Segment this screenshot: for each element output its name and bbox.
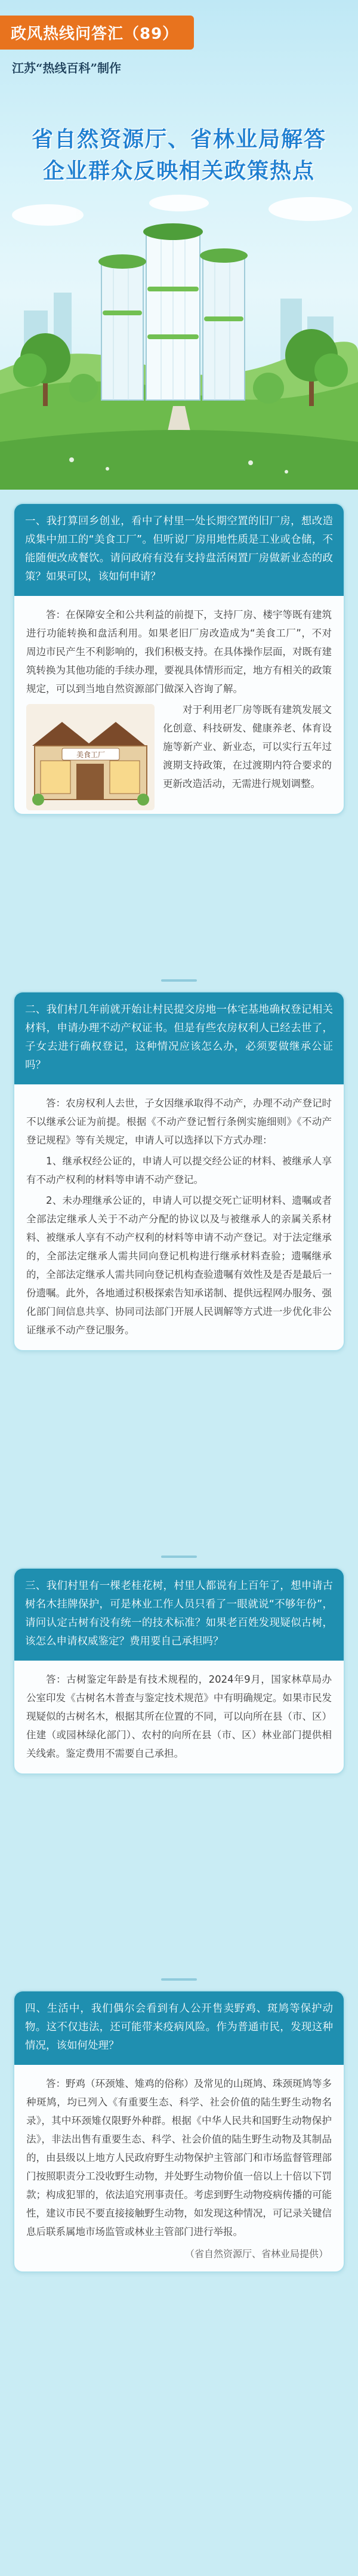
question-1: 一、我打算回乡创业，看中了村里一处长期空置的旧厂房，想改造成集中加工的“美食工厂”。但听说厂房用地性质是工业或仓储，不能随便改成餐饮。请问政府有没有支持盘活闲置厂房做新业态的政策？如果可以，该如何申请？ [14,504,344,596]
question-4: 四、生活中，我们偶尔会看到有人公开售卖野鸡、斑鸠等保护动物。这不仅违法，还可能带来疫病风险。作为普通市民，发现这种情况，该如何处理？ [14,1991,344,2065]
food-factory-illustration [26,704,155,810]
qa-card-3 [13,1567,345,1775]
answer-3 [14,1661,344,1773]
divider [161,1556,197,1558]
answer-3-para-1: 答：古树鉴定年龄是有技术规程的，2024年9月，国家林草局办公室印发《古树名木普查与鉴定技术规范》中有明确规定。如果市民发现疑似的古树名木，根据其所在位置的不同，可以向所在县（市、区）住建（或园林绿化部门）、农村的向所在县（市、区）林业部门提供相关线索。鉴定费用不需要自己承担。 [26,1674,332,1759]
series-tag: 政风热线问答汇（89） [0,16,194,50]
headline-line-2: 企业群众反映相关政策热点 [42,159,315,183]
answer-1 [14,596,344,804]
answer-2-para-2: 1、继承权经公证的，申请人可以提交经公证的材料、被继承人享有不动产权利的材料等申请不动产登记。 [26,1155,332,1185]
producer-credit: 江苏“热线百科”制作 [12,61,122,75]
source-credit: （省自然资源厅、省林业局提供） [184,2248,328,2260]
header-banner [0,0,358,490]
qa-card-2 [13,991,345,1351]
answer-1-para-1: 答：在保障安全和公共利益的前提下，支持厂房、楼宇等既有建筑进行功能转换和盘活利用。如果老旧厂房改造成为“美食工厂”，不对周边市民产生不利影响的，我们积极支持。在具体操作层面，对既有建筑转换为其他功能的手续办理，要视具体情形而定，地方有相关的政策规定，可以到当地自然资源部门做深入咨询了解。 [26,609,332,694]
headline-line-1: 省自然资源厅、省林业局解答 [31,127,326,152]
answer-1-para-2: 对于利用老厂房等既有建筑发展文化创意、科技研发、健康养老、体育设施等新产业、新业态，可以实行五年过渡期支持政策，在过渡期内符合要求的更新改造活动，无需进行规划调整。 [163,704,332,789]
divider [161,1978,197,1981]
divider [161,979,197,982]
question-2: 二、我们村几年前就开始让村民提交房地一体宅基地确权登记相关材料，申请办理不动产权证书。但是有些农房权利人已经去世了，子女去进行确权登记，这种情况应该怎么办，必须要做继承公证吗？ [14,992,344,1084]
answer-2-para-1: 答：农房权利人去世，子女因继承取得不动产，办理不动产登记时不以继承公证为前提。根据《不动产登记暂行条例实施细则》《不动产登记规程》等有关规定，申请人可以选择以下方式办理： [26,1098,332,1146]
qa-card-1 [13,503,345,815]
answer-2 [14,1084,344,1350]
answer-2-para-3: 2、未办理继承公证的，申请人可以提交死亡证明材料、遗嘱或者全部法定继承人关于不动产分配的协议以及与被继承人的亲属关系材料、被继承人享有不动产权利的材料等申请不动产登记。对于法定继承的，全部法定继承人需共同向登记机构进行继承材料查验；遗嘱继承的，全部法定继承人需共同向登记机构查验遗嘱有效性及是否是最后一份遗嘱。此外，各地通过积极探索告知承诺制、提供远程网办服务、强化部门间信息共享、协同司法部门开展人民调解等方式进一步优化非公证继承不动产登记服务。 [26,1195,332,1336]
answer-4 [14,2065,344,2271]
answer-4-para-1: 答：野鸡（环颈雉、雉鸡的俗称）及常见的山斑鸠、珠颈斑鸠等多种斑鸠，均已列入《有重要生态、科学、社会价值的陆生野生动物名录》，其中环颈雉仅限野外种群。根据《中华人民共和国野生动物保护法》，非法出售有重要生态、科学、社会价值的陆生野生动物及其制品的，由县级以上地方人民政府野生动物保护主管部门和市场监督管理部门按照职责分工没收野生动物，并处野生动物价值一倍以上十倍以下罚款；构成犯罪的，依法追究刑事责任。考虑到野生动物疫病传播的可能性，建议市民不要直接接触野生动物，如发现这种情况，可记录关键信息后联系属地市场监管或林业主管部门进行举报。 [26,2078,332,2237]
qa-card-4 [13,1990,345,2273]
green-city-illustration [0,191,358,490]
sign-text: 美食工厂 [76,751,106,759]
question-3: 三、我们村里有一棵老桂花树，村里人都说有上百年了，想申请古树名木挂牌保护，可是林业工作人员只看了一眼就说“不够年份”，请问认定古树有没有统一的技术标准？如果老百姓发现疑似古树，该怎么申请权威鉴定？费用要自己承担吗？ [14,1569,344,1661]
